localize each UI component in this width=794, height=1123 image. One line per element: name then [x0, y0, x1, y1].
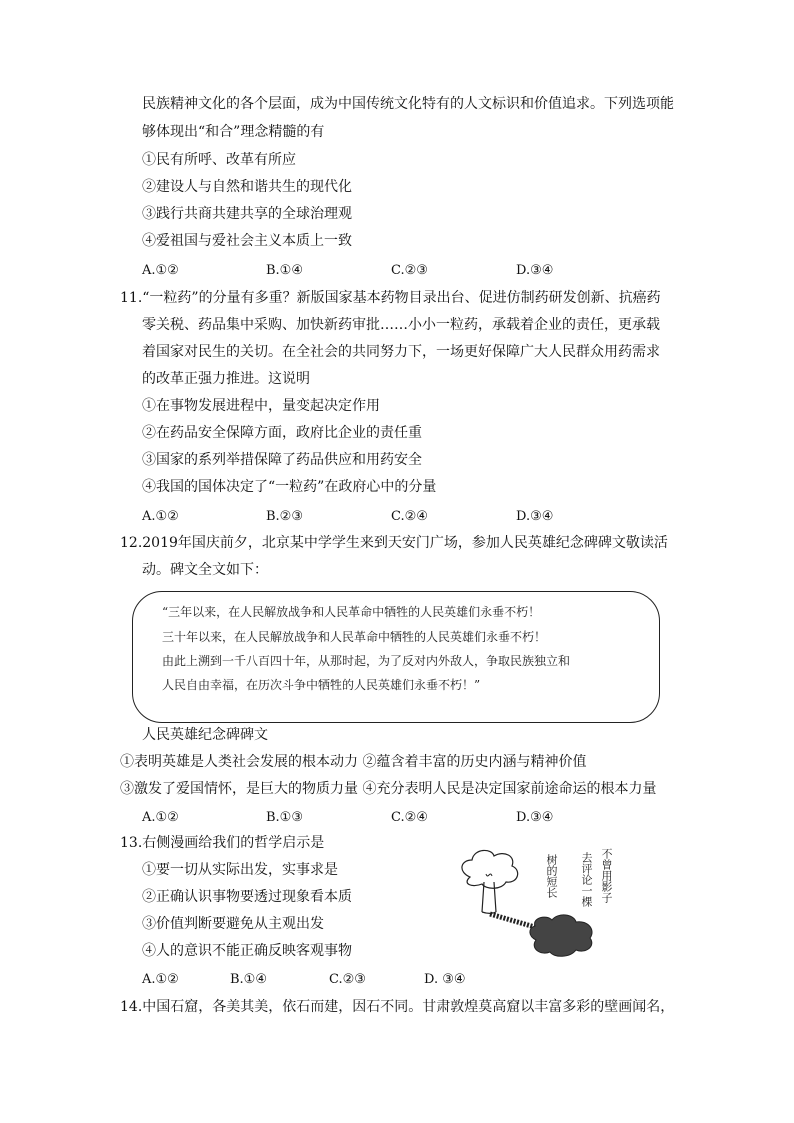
inscription-line: 三十年以来，在人民解放战争和人民革命中牺牲的人民英雄们永垂不朽！ [162, 630, 547, 644]
cartoon-caption: 不曾用影子 [600, 848, 613, 903]
intro-line: 够体现出“和合”理念精髓的有 [142, 124, 325, 140]
q12-option-a: A.①② [142, 810, 179, 825]
q11-item: ①在事物发展进程中，量变起决定作用 [142, 398, 380, 414]
q13-option-b: B.①④ [230, 972, 267, 987]
q10-item: ①民有所呼、改革有所应 [142, 152, 296, 168]
q10-option-d: D.③④ [516, 263, 554, 278]
cartoon-caption: 树的短长 [545, 854, 558, 898]
q10-item: ②建设人与自然和谐共生的现代化 [142, 179, 352, 195]
q11-option-c: C.②④ [391, 509, 428, 524]
q12-stem: 动。碑文全文如下： [142, 562, 268, 578]
q12-option-b: B.①③ [266, 810, 303, 825]
q10-item: ④爱祖国与爱社会主义本质上一致 [142, 233, 352, 249]
q10-option-c: C.②③ [391, 263, 428, 278]
inscription-caption: 人民英雄纪念碑碑文 [142, 727, 268, 743]
cartoon-drawing [450, 842, 620, 972]
q13-item: ②正确认识事物要透过现象看本质 [142, 889, 352, 905]
q13-option-a: A.①② [142, 972, 179, 987]
q11-stem: 11.“一粒药”的分量有多重？新版国家基本药物目录出台、促进仿制药研发创新、抗癌药 [120, 290, 661, 306]
q13-item: ④人的意识不能正确反映客观事物 [142, 943, 352, 959]
q11-item: ②在药品安全保障方面，政府比企业的责任重 [142, 425, 422, 441]
inscription-line: “三年以来，在人民解放战争和人民革命中牺牲的人民英雄们永垂不朽！ [162, 605, 541, 619]
inscription-line: 由此上溯到一千八百四十年，从那时起，为了反对内外敌人，争取民族独立和 [162, 654, 571, 668]
cartoon-caption: 去评论一棵 [580, 852, 593, 907]
q13-item: ③价值判断要避免从主观出发 [142, 916, 324, 932]
q11-item: ③国家的系列举措保障了药品供应和用药安全 [142, 452, 422, 468]
q12-option-c: C.②④ [391, 810, 428, 825]
q12-item: ①表明英雄是人类社会发展的根本动力 ②蕴含着丰富的历史内涵与精神价值 [120, 754, 587, 770]
inscription-line: 人民自由幸福，在历次斗争中牺牲的人民英雄们永垂不朽！” [162, 678, 481, 692]
q11-stem: 着国家对民生的关切。在全社会的共同努力下，一场更好保障广大人民群众用药需求 [142, 344, 660, 360]
q11-option-a: A.①② [142, 509, 179, 524]
q13-option-c: C.②③ [329, 972, 366, 987]
q12-option-d: D.③④ [516, 810, 554, 825]
q11-stem: 零关税、药品集中采购、加快新药审批……小小一粒药，承载着企业的责任，更承载 [142, 317, 660, 333]
q14-stem: 14.中国石窟，各美其美，依石而建，因石不同。甘肃敦煌莫高窟以丰富多彩的壁画闻名， [120, 999, 675, 1015]
intro-line: 民族精神文化的各个层面，成为中国传统文化特有的人文标识和价值追求。下列选项能 [142, 96, 674, 112]
q11-stem: 的改革正强力推进。这说明 [142, 371, 310, 387]
tree-shadow-cartoon [450, 842, 620, 972]
q12-item: ③激发了爱国情怀，是巨大的物质力量 ④充分表明人民是决定国家前途命运的根本力量 [120, 781, 657, 797]
q13-stem: 13.右侧漫画给我们的哲学启示是 [120, 835, 325, 851]
q11-option-d: D.③④ [516, 509, 554, 524]
q11-option-b: B.②③ [266, 509, 303, 524]
q10-option-a: A.①② [142, 263, 179, 278]
q11-item: ④我国的国体决定了“一粒药”在政府心中的分量 [142, 479, 437, 495]
q10-option-b: B.①④ [266, 263, 303, 278]
q13-option-d: D. ③④ [424, 972, 466, 987]
q12-stem: 12.2019年国庆前夕，北京某中学学生来到天安门广场，参加人民英雄纪念碑碑文敬读活 [120, 535, 668, 551]
q10-item: ③践行共商共建共享的全球治理观 [142, 206, 352, 222]
q13-item: ①要一切从实际出发，实事求是 [142, 862, 338, 878]
